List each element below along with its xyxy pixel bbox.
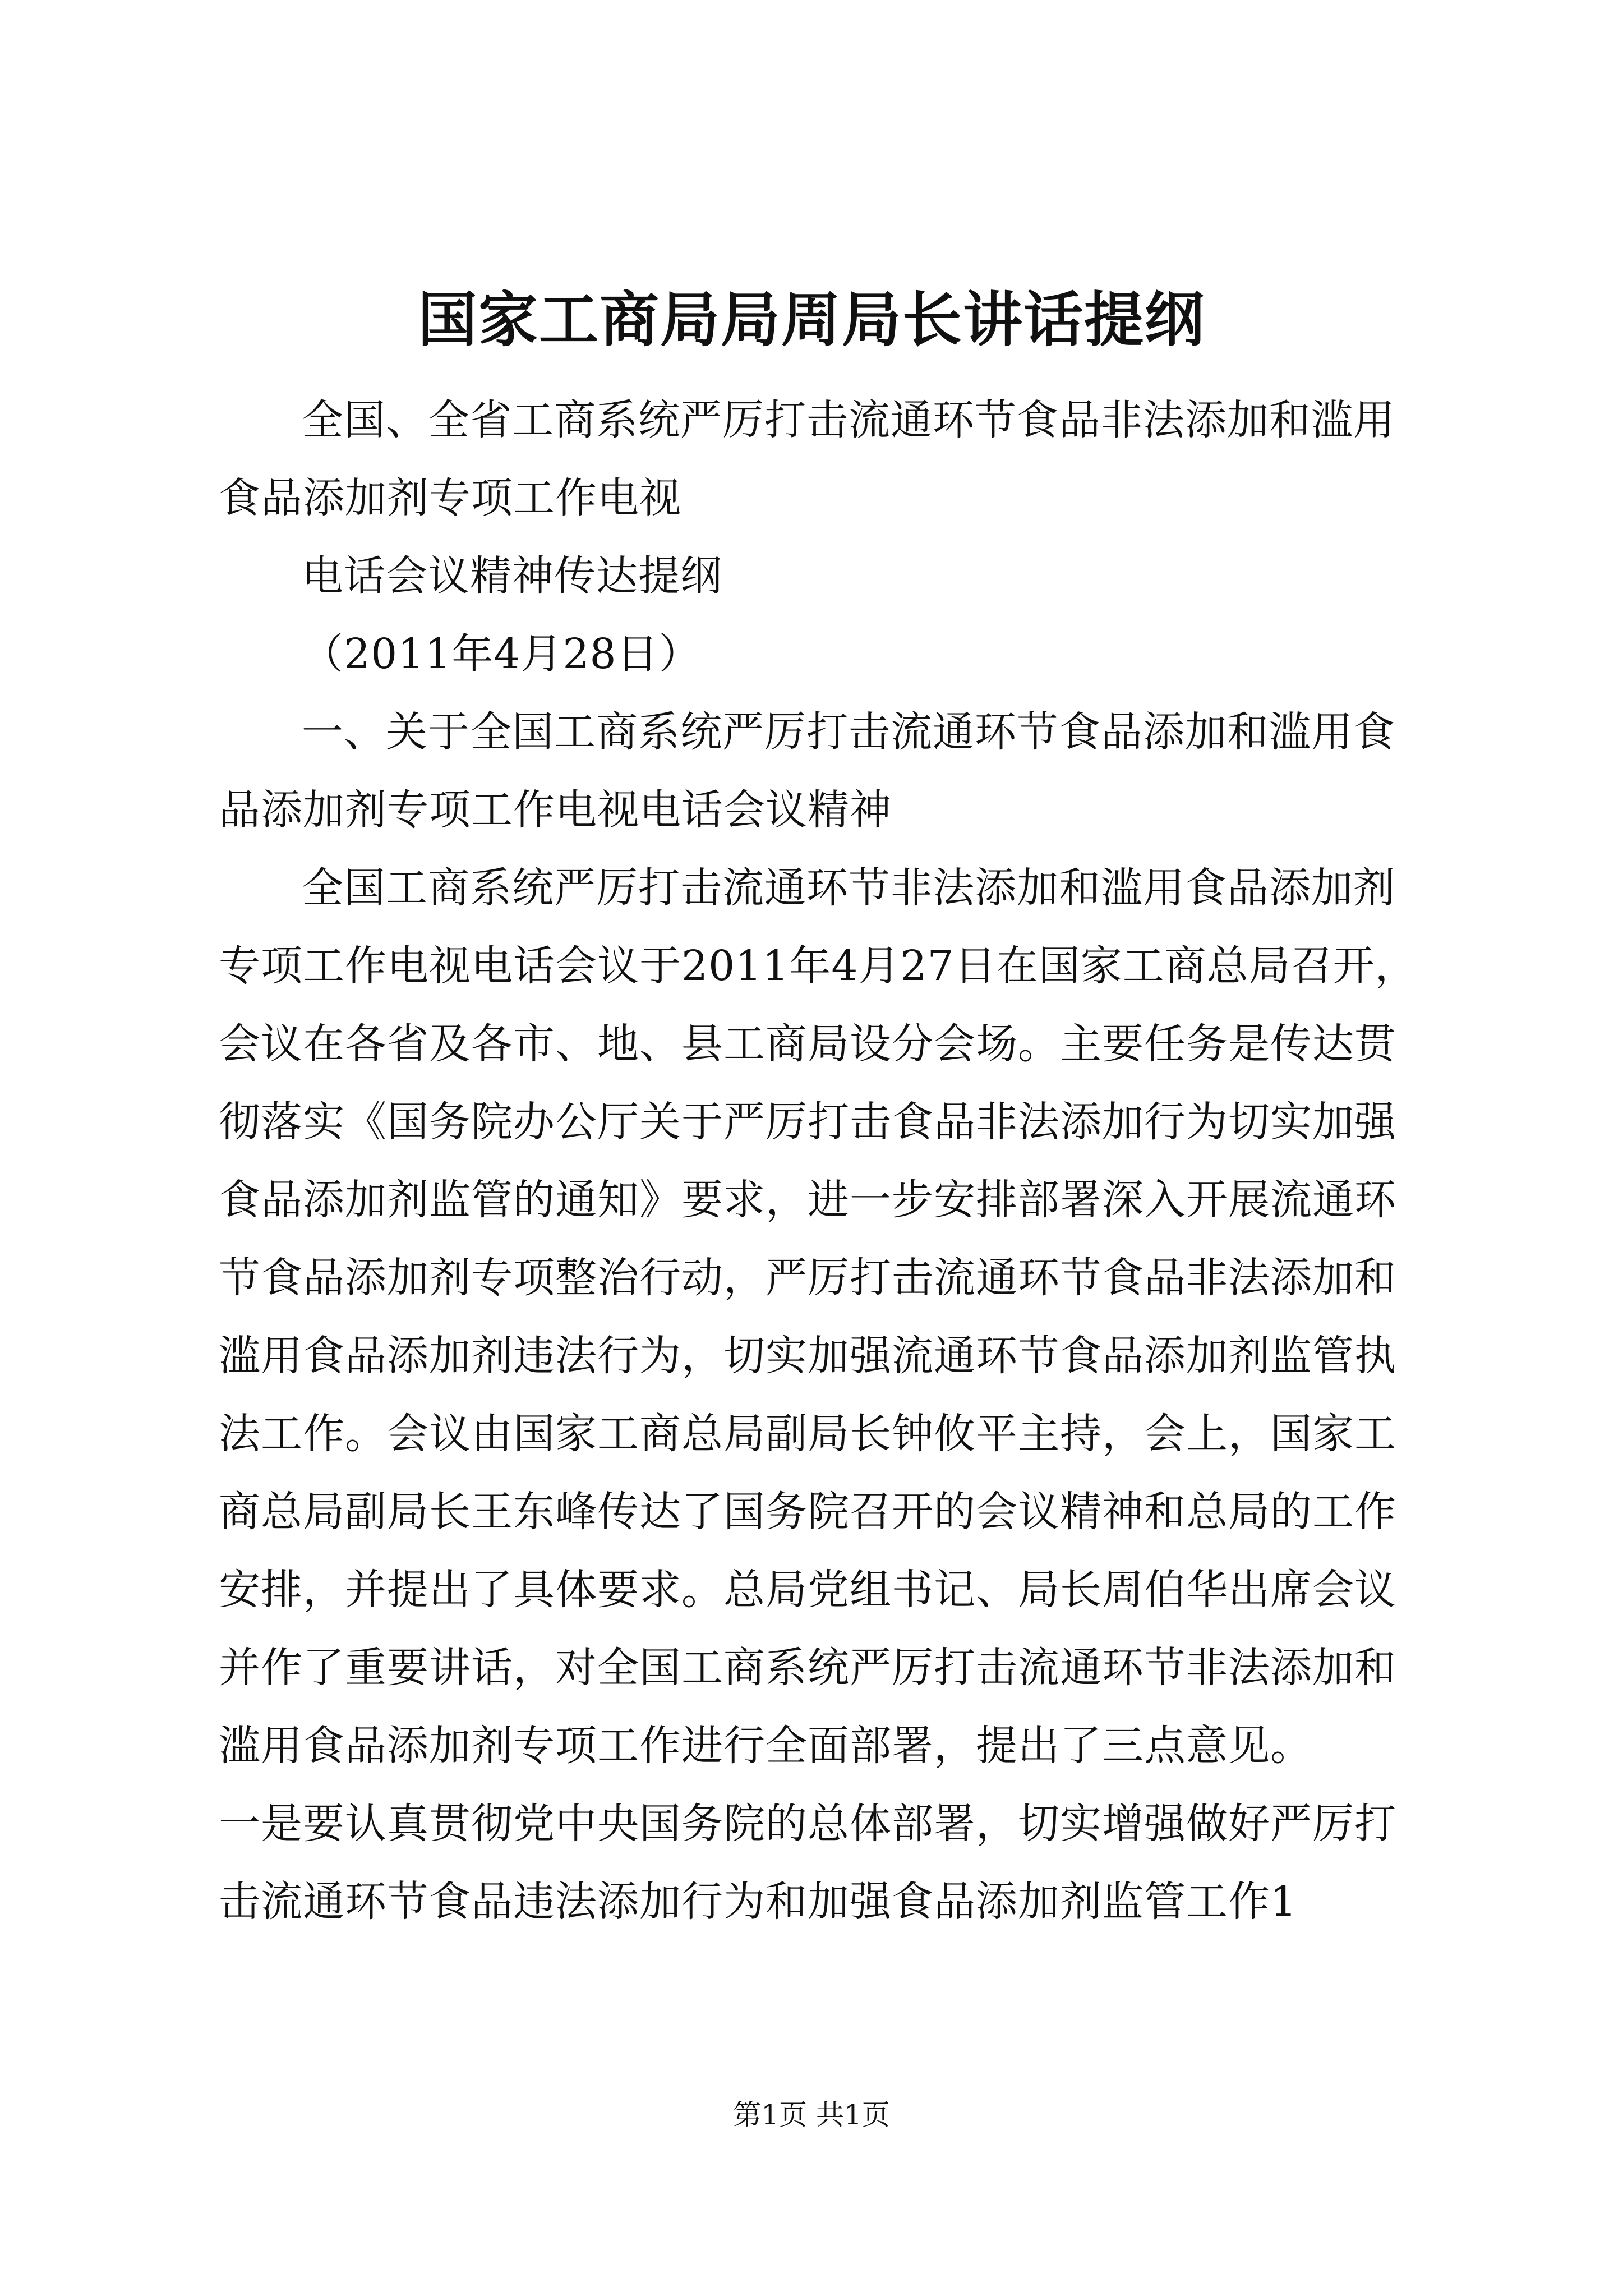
paragraph-date: （2011年4月28日）	[302, 630, 701, 678]
page-footer: 第1页 共1页	[733, 2099, 890, 2131]
paragraph-main: 全国工商系统严厉打击流通环节非法添加和滥用食品添加剂专项工作电视电话会议于2011年4月27日在国家工商总局召开，会议在各省及各市、地、县工商局设分会场。主要任务是传达贯彻落实《国务院办公厅关于严厉打击食品非法添加行为切实加强食品添加剂监管的通知》要求，进一步安排部署深入开展流通环节食品添加剂专项整治行动，严厉打击流通环节食品非法添加和滥用食品添加剂违法行为，切实加强流通环节食品添加剂监管执法工作。会议由国家工商总局副局长钟攸平主持，会上，国家工商总局副局长王东峰传达了国务院召开的会议精神和总局的工作安排，并提出了具体要求。总局党组书记、局长周伯华出席会议并作了重要讲话，对全国工商系统严厉打击流通环节非法添加和滥用食品添加剂专项工作进行全面部署，提出了三点意见。	[219, 864, 1417, 1770]
document-title: 国家工商局局周局长讲话提纲	[418, 284, 1205, 355]
paragraph-2: 电话会议精神传达提纲	[302, 552, 722, 600]
document-body	[219, 381, 1424, 1941]
paragraph-1: 全国、全省工商系统严厉打击流通环节食品非法添加和滥用食品添加剂专项工作电视	[219, 396, 1395, 522]
paragraph-point-one: 一是要认真贯彻党中央国务院的总体部署，切实增强做好严厉打击流通环节食品违法添加行为和加强食品添加剂监管工作1	[219, 1800, 1396, 1926]
paragraph-section-heading: 一、关于全国工商系统严厉打击流通环节食品添加和滥用食品添加剂专项工作电视电话会议精神	[219, 708, 1395, 834]
